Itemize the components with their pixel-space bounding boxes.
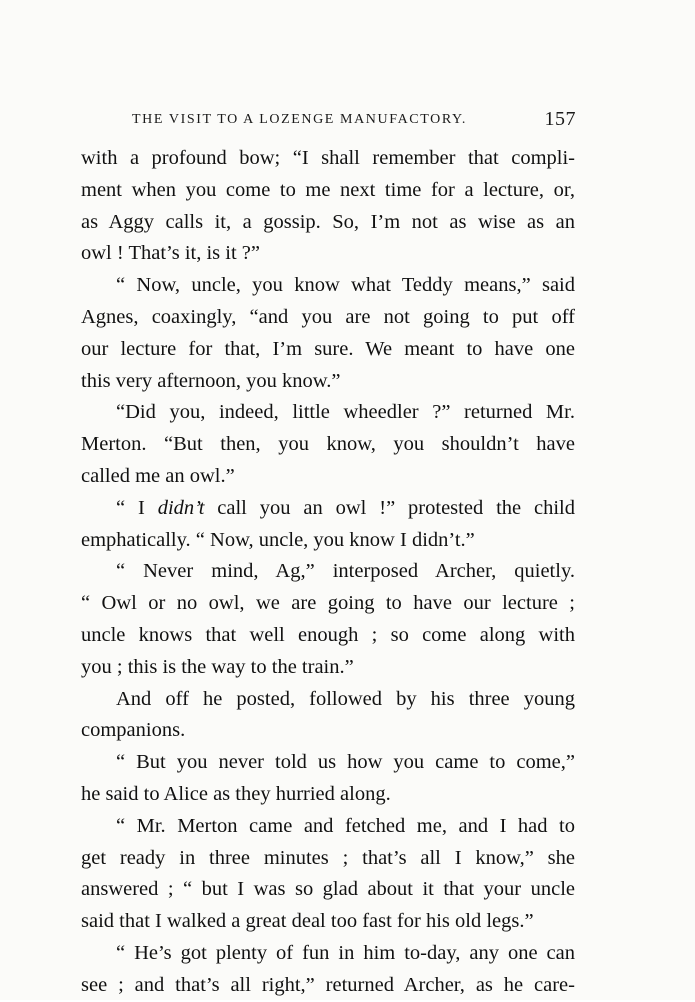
text-line: “ Now, uncle, you know what Teddy means,” said <box>116 274 575 297</box>
text-line-with-italic <box>81 493 575 525</box>
text-line: get ready in three minutes ; that’s all I know,” she <box>81 846 575 869</box>
text-line: “ But you never told us how you came to come,” <box>116 751 575 774</box>
text-line: answered ; “ but I was so glad about it that your uncle <box>81 878 575 901</box>
text-line: owl ! That’s it, is it ?” <box>81 242 260 265</box>
text-line: “ He’s got plenty of fun in him to-day, any one can <box>116 941 575 964</box>
page-number: 157 <box>544 108 576 130</box>
body-text <box>81 143 575 1002</box>
text-line: “ Never mind, Ag,” interposed Archer, quietly. <box>116 560 575 583</box>
text-segment: “ I <box>116 496 158 519</box>
text-line: “Did you, indeed, little wheedler ?” returned Mr. <box>116 401 575 424</box>
text-line: see ; and that’s all right,” returned Archer, as he care- <box>81 973 575 996</box>
text-line: uncle knows that well enough ; so come along with <box>81 623 575 646</box>
text-line: said that I walked a great deal too fast for his old legs.” <box>81 910 534 933</box>
text-line: “ Mr. Merton came and fetched me, and I had to <box>116 814 575 837</box>
text-line: as Aggy calls it, a gossip. So, I’m not as wise as an <box>81 210 575 233</box>
text-line: this very afternoon, you know.” <box>81 369 341 392</box>
italic-word: didn’t <box>157 496 205 519</box>
text-line: he said to Alice as they hurried along. <box>81 782 391 805</box>
text-line: Merton. “But then, you know, you shouldn’t have <box>81 433 575 456</box>
text-line: And off he posted, followed by his three young <box>116 687 575 710</box>
running-title: THE VISIT TO A LOZENGE MANUFACTORY. <box>132 112 467 127</box>
text-line: companions. <box>81 719 186 742</box>
text-line: called me an owl.” <box>81 464 235 487</box>
text-line: emphatically. “ Now, uncle, you know I didn’t.” <box>81 528 475 551</box>
text-line: ment when you come to me next time for a lecture, or, <box>81 178 575 201</box>
running-header <box>132 108 576 134</box>
text-line: Agnes, coaxingly, “and you are not going to put off <box>81 305 575 328</box>
text-line: with a profound bow; “I shall remember that compli- <box>81 147 575 169</box>
text-line: our lecture for that, I’m sure. We meant to have one <box>81 337 575 360</box>
text-line: “ Owl or no owl, we are going to have our lecture ; <box>81 592 575 615</box>
text-segment: call you an owl !” protested the child <box>204 496 575 519</box>
text-line: you ; this is the way to the train.” <box>81 655 354 678</box>
